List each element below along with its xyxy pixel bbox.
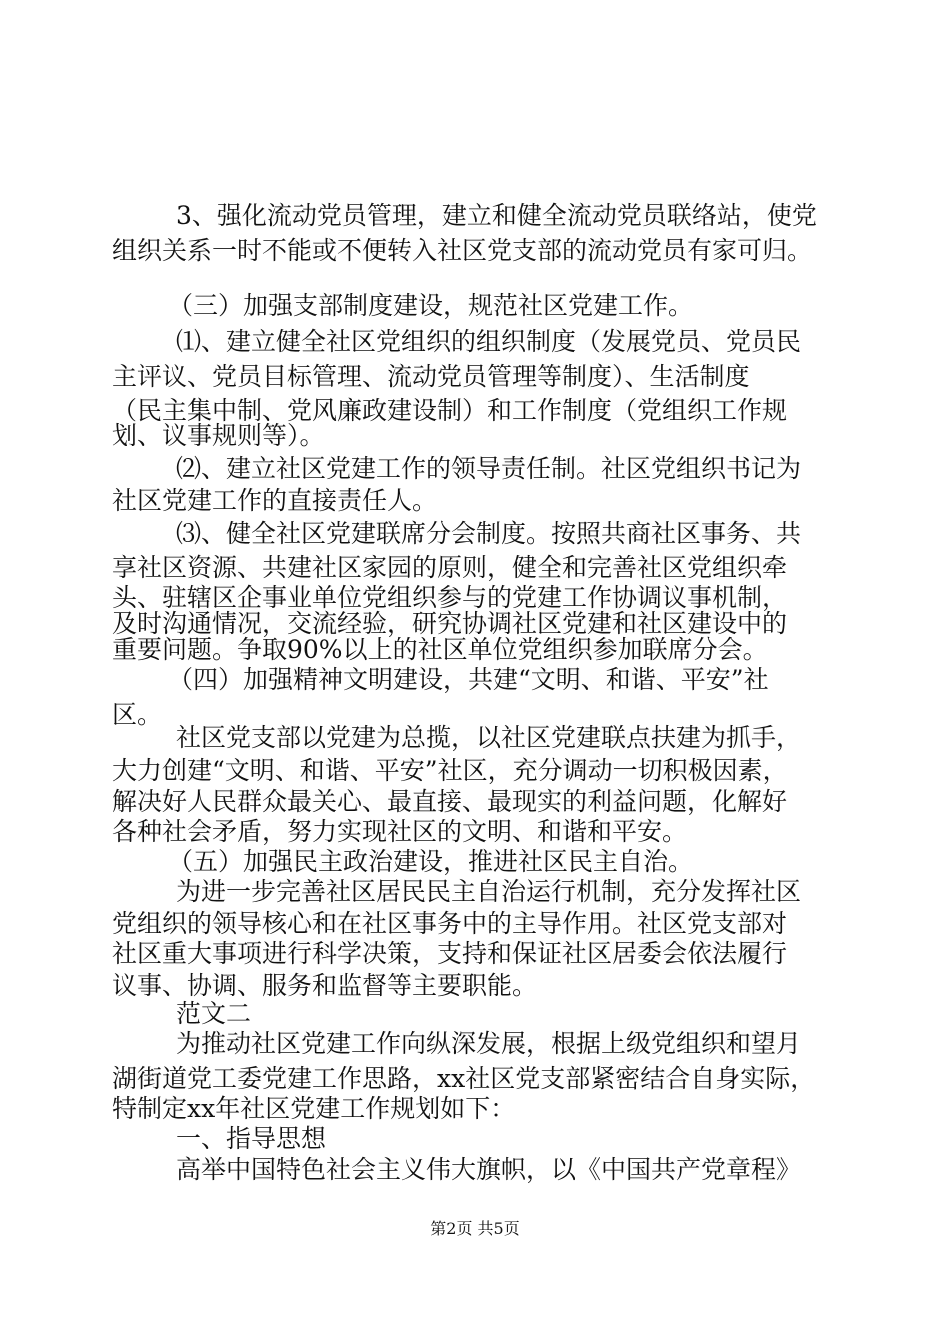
text-line: 划、议事规则等）。 bbox=[112, 421, 325, 450]
text-line: ⑶、健全社区党建联席分会制度。按照共商社区事务、共 bbox=[176, 519, 802, 548]
text-line: ⑵、建立社区党建工作的领导责任制。社区党组织书记为 bbox=[176, 454, 802, 483]
text-line: 主评议、党员目标管理、流动党员管理等制度）、生活制度 bbox=[112, 362, 750, 391]
text-line: 社区重大事项进行科学决策，支持和保证社区居委会依法履行 bbox=[112, 939, 788, 968]
text-line: 头、驻辖区企事业单位党组织参与的党建工作协调议事机制， bbox=[112, 583, 788, 612]
text-line: 为进一步完善社区居民民主自治运行机制，充分发挥社区 bbox=[176, 877, 802, 906]
text-line: ⑴、建立健全社区党组织的组织制度（发展党员、党员民 bbox=[176, 327, 802, 356]
subheading: 一、指导思想 bbox=[176, 1124, 327, 1153]
text-line: 为推动社区党建工作向纵深发展，根据上级党组织和望月 bbox=[176, 1029, 802, 1058]
section-heading: （三）加强支部制度建设，规范社区党建工作。 bbox=[168, 291, 694, 320]
text-line: 大力创建“文明、和谐、平安”社区，充分调动一切积极因素， bbox=[112, 756, 788, 785]
text-line: 重要问题。争取90%以上的社区单位党组织参加联席分会。 bbox=[112, 635, 768, 664]
text-line: 议事、协调、服务和监督等主要职能。 bbox=[112, 971, 538, 1000]
page-footer: 第2页 共5页 bbox=[430, 1219, 520, 1238]
text-line: 特制定xx年社区党建工作规划如下： bbox=[112, 1094, 516, 1123]
text-line: 社区党支部以党建为总揽，以社区党建联点扶建为抓手， bbox=[176, 723, 802, 752]
text-line: 组织关系一时不能或不便转入社区党支部的流动党员有家可归。 bbox=[112, 236, 813, 265]
text-line: 高举中国特色社会主义伟大旗帜，以《中国共产党章程》 bbox=[176, 1155, 802, 1184]
text-line: 湖街道党工委党建工作思路，xx社区党支部紧密结合自身实际， bbox=[112, 1064, 816, 1093]
text-line: 享社区资源、共建社区家园的原则，健全和完善社区党组织牵 bbox=[112, 553, 788, 582]
text-line: 区。 bbox=[112, 700, 163, 729]
text-line: 解决好人民群众最关心、最直接、最现实的利益问题，化解好 bbox=[112, 787, 788, 816]
text-line: 党组织的领导核心和在社区事务中的主导作用。社区党支部对 bbox=[112, 909, 788, 938]
text-line: （民主集中制、党风廉政建设制）和工作制度（党组织工作规 bbox=[112, 396, 788, 425]
section-heading: （四）加强精神文明建设，共建“文明、和谐、平安”社 bbox=[168, 665, 769, 694]
text-line: 3、强化流动党员管理，建立和健全流动党员联络站，使党 bbox=[176, 201, 817, 230]
subheading: 范文二 bbox=[176, 999, 252, 1028]
section-heading: （五）加强民主政治建设，推进社区民主自治。 bbox=[168, 847, 694, 876]
text-line: 及时沟通情况，交流经验，研究协调社区党建和社区建设中的 bbox=[112, 609, 788, 638]
text-line: 各种社会矛盾，努力实现社区的文明、和谐和平安。 bbox=[112, 817, 688, 846]
text-line: 社区党建工作的直接责任人。 bbox=[112, 486, 438, 515]
